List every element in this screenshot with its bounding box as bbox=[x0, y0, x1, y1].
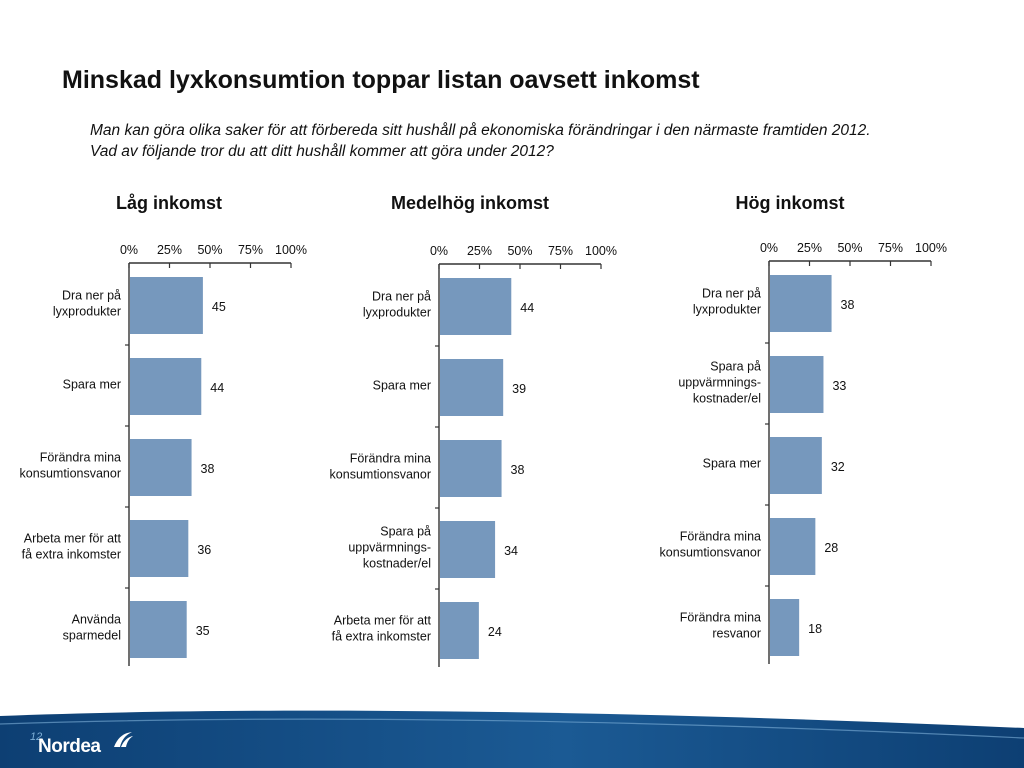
bar bbox=[130, 601, 187, 658]
category-label: Dra ner på lyxprodukter bbox=[52, 288, 121, 319]
bar bbox=[440, 521, 495, 578]
data-label: 38 bbox=[200, 462, 215, 476]
category-label: Förändra mina konsumtionsvanor bbox=[329, 451, 431, 482]
bar bbox=[440, 602, 479, 659]
category-label: Spara på uppvärmnings-kostnader/el bbox=[348, 524, 431, 571]
data-label: 38 bbox=[840, 298, 855, 312]
panel-title-high-income: Hög inkomst bbox=[735, 193, 845, 213]
bar bbox=[770, 518, 815, 575]
bar-chart-3 bbox=[660, 241, 947, 664]
data-label: 35 bbox=[195, 624, 210, 638]
question-line-1: Man kan göra olika saker för att förbereda sitt hushåll på ekonomiska förändringar i den närmaste framtiden 2012. bbox=[90, 122, 871, 139]
data-label: 33 bbox=[832, 379, 847, 393]
x-tick-label: 25% bbox=[466, 244, 493, 258]
data-label: 34 bbox=[504, 544, 518, 558]
data-label: 44 bbox=[210, 381, 225, 395]
x-tick-label: 75% bbox=[237, 243, 264, 257]
category-label: Dra ner på lyxprodukter bbox=[692, 286, 761, 317]
category-label: Använda sparmedel bbox=[62, 612, 121, 643]
x-tick-label: 0% bbox=[429, 244, 449, 258]
data-label: 28 bbox=[824, 541, 839, 555]
data-label: 36 bbox=[197, 543, 212, 557]
bar bbox=[440, 440, 502, 497]
x-tick-label: 50% bbox=[197, 243, 223, 257]
page-number: 12 bbox=[30, 731, 43, 743]
bar bbox=[130, 520, 188, 577]
category-label: Spara mer bbox=[62, 377, 121, 392]
x-tick-label: 100% bbox=[275, 243, 307, 257]
data-label: 39 bbox=[512, 382, 527, 396]
data-label: 18 bbox=[808, 622, 823, 636]
category-label: Arbeta mer för att få extra inkomster bbox=[331, 613, 431, 644]
data-label: 45 bbox=[211, 300, 226, 314]
panel-title-medium-high-income: Medelhög inkomst bbox=[390, 193, 550, 213]
category-label: Arbeta mer för att få extra inkomster bbox=[21, 531, 121, 562]
category-label: Spara på uppvärmnings-kostnader/el bbox=[678, 359, 761, 406]
data-label: 44 bbox=[520, 301, 535, 315]
category-label: Förändra mina konsumtionsvanor bbox=[659, 529, 761, 560]
x-tick-label: 50% bbox=[837, 241, 863, 255]
bar-chart-2 bbox=[330, 244, 617, 667]
bar bbox=[130, 277, 203, 334]
slide-title: Minskad lyxkonsumtion toppar listan oavsett inkomst bbox=[62, 66, 700, 94]
data-label: 32 bbox=[830, 460, 845, 474]
category-label: Spara mer bbox=[372, 378, 431, 393]
bar-chart-1 bbox=[20, 243, 307, 666]
panel-title-low-income: Låg inkomst bbox=[115, 193, 223, 213]
category-label: Förändra mina konsumtionsvanor bbox=[19, 450, 121, 481]
bar bbox=[440, 359, 503, 416]
data-label: 38 bbox=[510, 463, 525, 477]
footer-band bbox=[0, 710, 1024, 768]
x-tick-label: 100% bbox=[585, 244, 617, 258]
bar bbox=[770, 599, 799, 656]
x-tick-label: 25% bbox=[796, 241, 823, 255]
x-tick-label: 100% bbox=[915, 241, 947, 255]
bar bbox=[440, 278, 511, 335]
bar bbox=[130, 439, 192, 496]
x-tick-label: 25% bbox=[156, 243, 183, 257]
category-label: Spara mer bbox=[702, 456, 761, 471]
nordea-logo-icon bbox=[112, 731, 134, 749]
bar bbox=[770, 275, 832, 332]
x-tick-label: 50% bbox=[507, 244, 533, 258]
x-tick-label: 75% bbox=[877, 241, 904, 255]
x-tick-label: 75% bbox=[547, 244, 574, 258]
question-line-2: Vad av följande tror du att ditt hushåll kommer att göra under 2012? bbox=[90, 143, 554, 160]
category-label: Förändra mina resvanor bbox=[679, 610, 761, 641]
x-tick-label: 0% bbox=[119, 243, 139, 257]
bar bbox=[770, 437, 822, 494]
nordea-logo-text: Nordea bbox=[38, 736, 101, 757]
x-tick-label: 0% bbox=[759, 241, 779, 255]
data-label: 24 bbox=[487, 625, 502, 639]
category-label: Dra ner på lyxprodukter bbox=[362, 289, 431, 320]
bar bbox=[130, 358, 201, 415]
bar bbox=[770, 356, 823, 413]
